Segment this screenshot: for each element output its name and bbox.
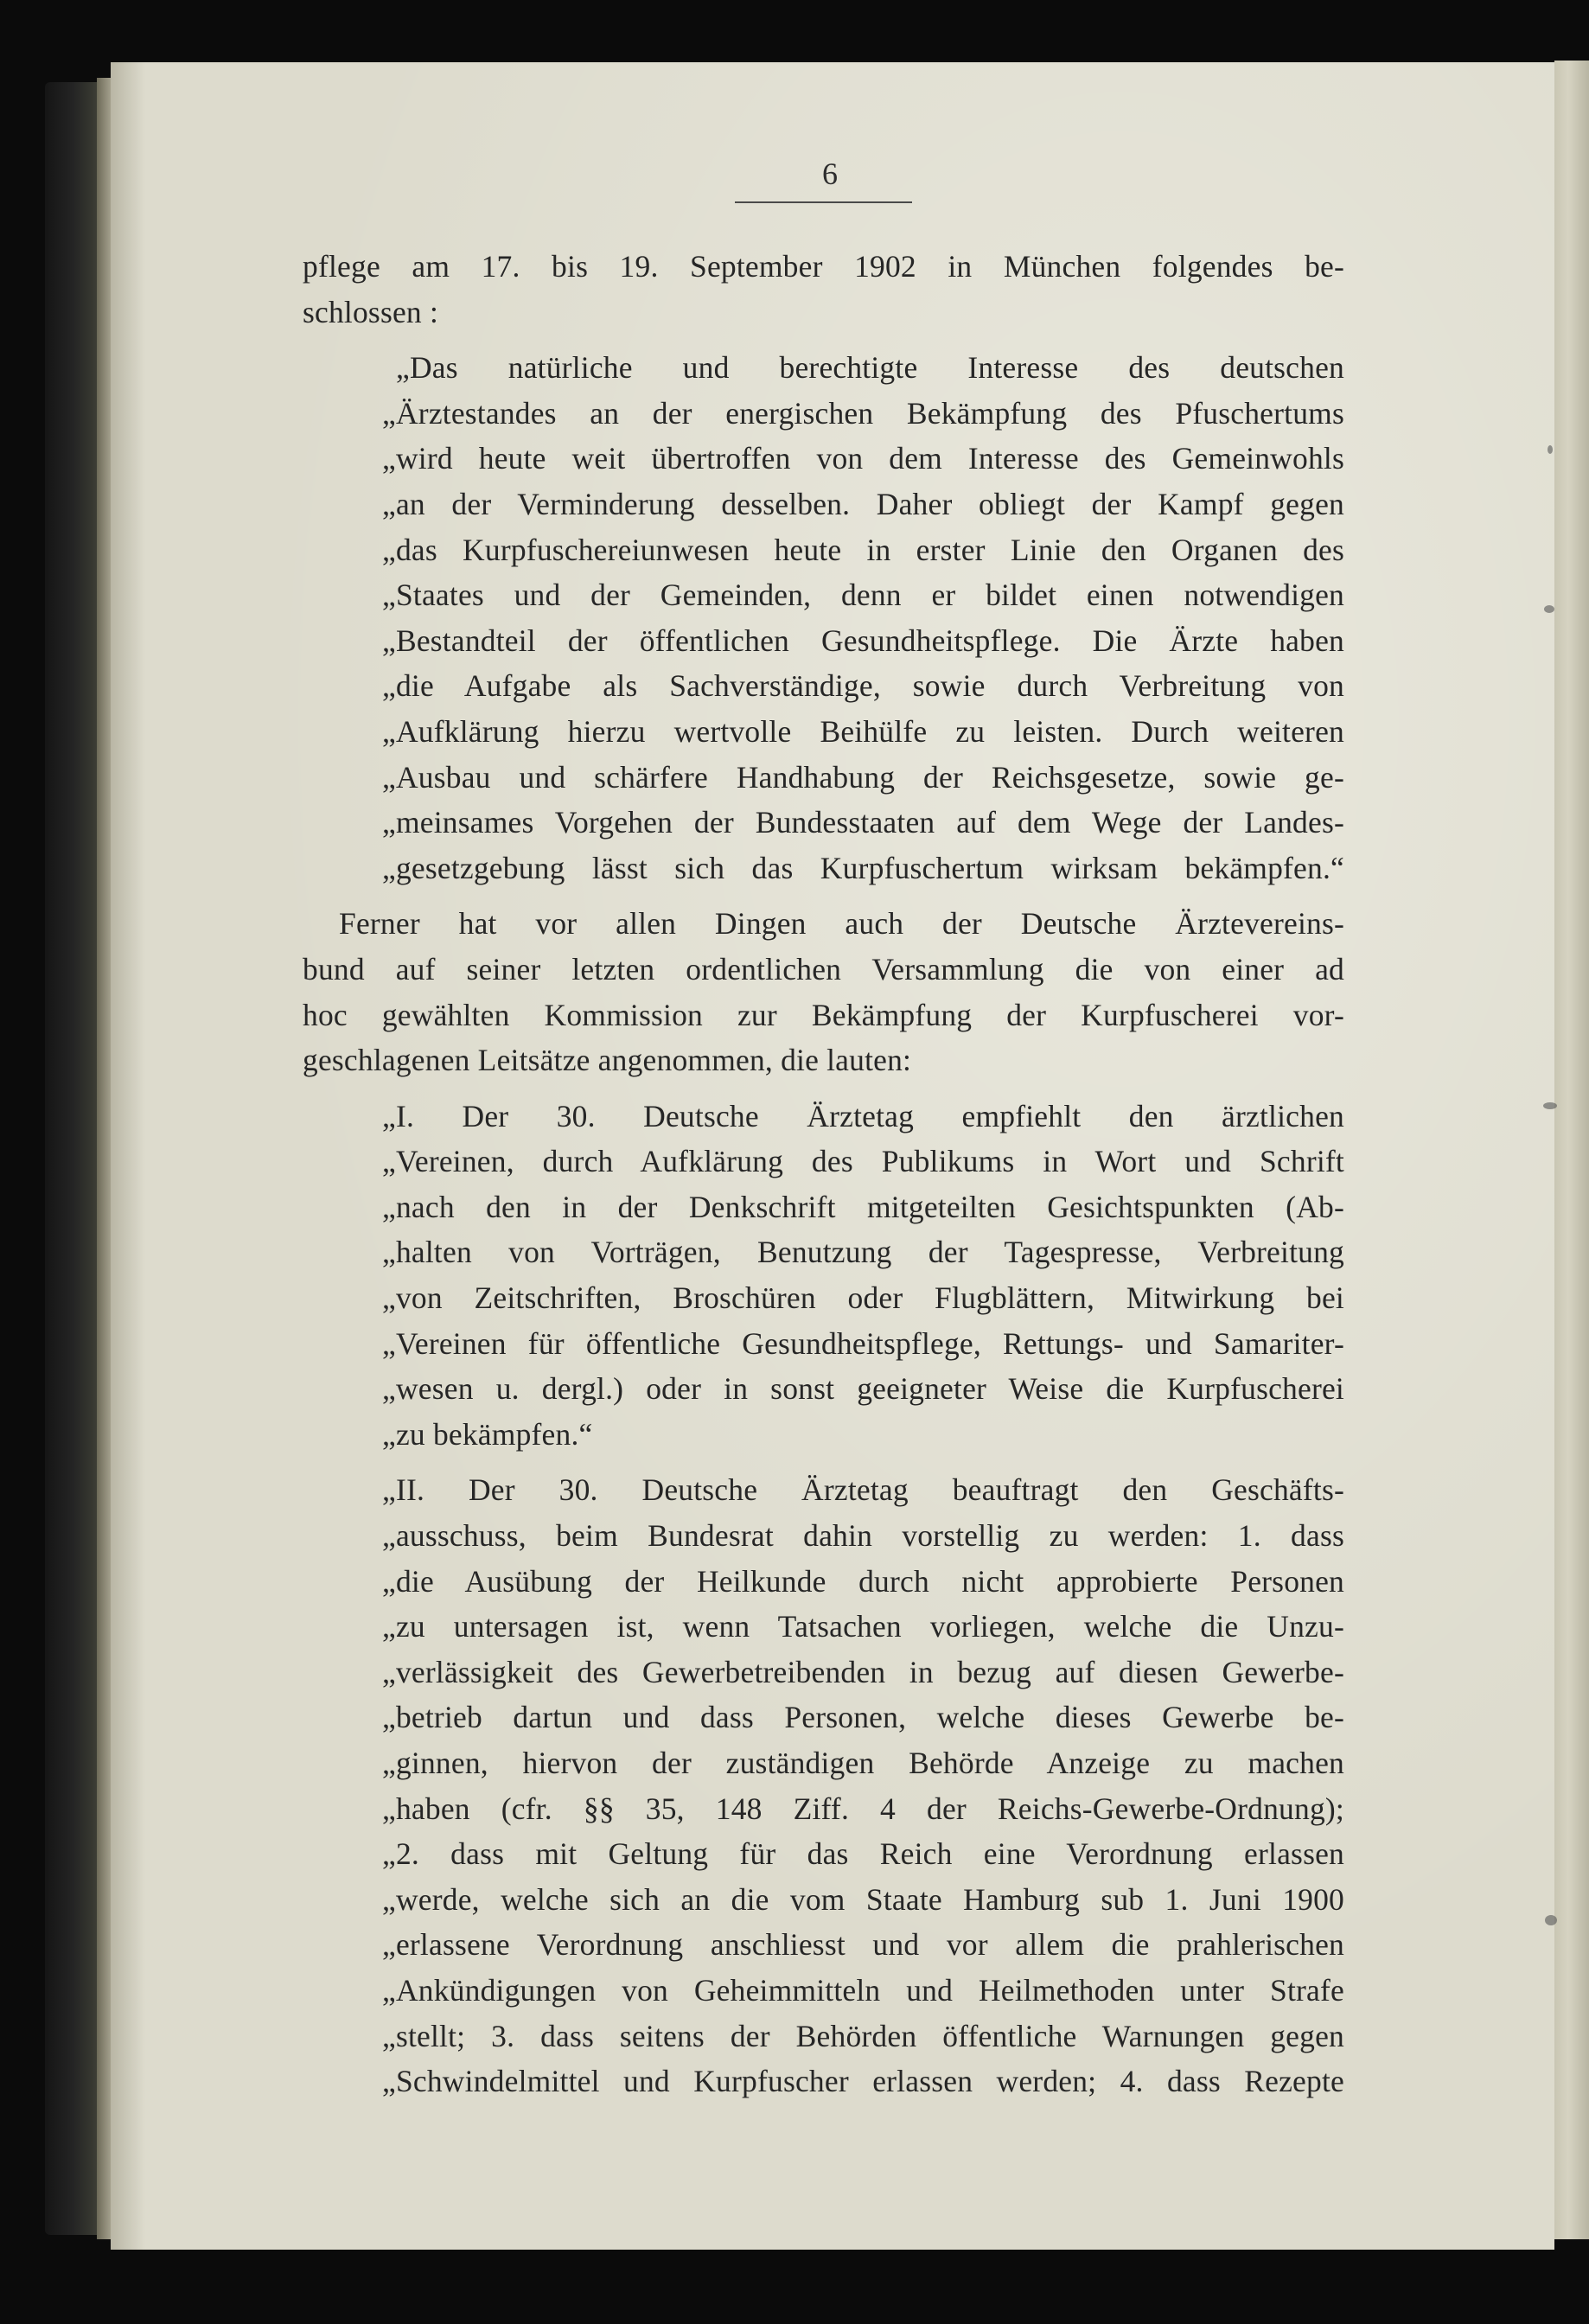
text-line: geschlagenen Leitsätze angenommen, die lauten: (303, 1043, 912, 1078)
page-body (303, 244, 1344, 2104)
text-line: „das Kurpfuschereiunwesen heute in erster Linie den Organen des (382, 532, 1344, 567)
text-line: „verlässigkeit des Gewerbetreibenden in bezug auf diesen Gewerbe- (382, 1654, 1344, 1689)
text-line: „Ankündigungen von Geheimmitteln und Heilmethoden unter Strafe (382, 1972, 1344, 2008)
text-line: bund auf seiner letzten ordentlichen Versammlung die von einer ad (303, 951, 1344, 986)
text-line: „wird heute weit übertroffen von dem Interesse des Gemeinwohls (382, 441, 1344, 476)
text-line: „Das natürliche und berechtigte Interesse des deutschen (396, 350, 1344, 386)
text-line: „haben (cfr. §§ 35, 148 Ziff. 4 der Reichs-Gewerbe-Ordnung); (382, 1791, 1344, 1826)
text-line: „Vereinen für öffentliche Gesundheitspflege, Rettungs- und Samariter- (382, 1325, 1344, 1361)
text-line: „Ärztestandes an der energischen Bekämpfung des Pfuschertums (382, 395, 1344, 431)
text-line: „werde, welche sich an die vom Staate Hamburg sub 1. Juni 1900 (382, 1881, 1344, 1917)
text-line: pflege am 17. bis 19. September 1902 in München folgendes be- (303, 249, 1344, 284)
paper-speck (1545, 1915, 1557, 1925)
text-line: „Ausbau und schärfere Handhabung der Reichsgesetze, sowie ge- (382, 759, 1344, 795)
paper-speck (1544, 605, 1554, 613)
header-rule (735, 201, 912, 203)
text-line: schlossen : (303, 294, 439, 329)
next-page-edge (1554, 61, 1589, 2239)
text-line: „Aufklärung hierzu wertvolle Beihülfe zu leisten. Durch weiteren (382, 713, 1344, 749)
text-line: „an der Verminderung desselben. Daher obliegt der Kampf gegen (382, 486, 1344, 521)
text-line: Ferner hat vor allen Dingen auch der Deutsche Ärztevereins- (339, 906, 1344, 942)
text-line: „die Ausübung der Heilkunde durch nicht approbierte Personen (382, 1563, 1344, 1599)
text-line: „betrieb dartun und dass Personen, welche dieses Gewerbe be- (382, 1700, 1344, 1735)
page-number: 6 (822, 156, 838, 191)
text-line: „zu bekämpfen.“ (382, 1416, 593, 1452)
text-line: „I. Der 30. Deutsche Ärztetag empfiehlt den ärztlichen (382, 1098, 1344, 1133)
text-line: „ginnen, hiervon der zuständigen Behörde Anzeige zu machen (382, 1746, 1344, 1780)
text-line: „gesetzgebung lässt sich das Kurpfuschertum wirksam bekämpfen.“ (382, 850, 1344, 885)
text-line: „2. dass mit Geltung für das Reich eine Verordnung erlassen (382, 1836, 1344, 1872)
text-line: „von Zeitschriften, Broschüren oder Flugblättern, Mitwirkung bei (382, 1280, 1344, 1316)
text-line: „nach den in der Denkschrift mitgeteilten Gesichtspunkten (Ab- (382, 1189, 1344, 1224)
text-line: „stellt; 3. dass seitens der Behörden öffentliche Warnungen gegen (382, 2018, 1344, 2053)
text-line: hoc gewählten Kommission zur Bekämpfung der Kurpfuscherei vor- (303, 997, 1344, 1032)
text-line: „meinsames Vorgehen der Bundesstaaten auf dem Wege der Landes- (382, 805, 1344, 840)
text-line: „wesen u. dergl.) oder in sonst geeigneter Weise die Kurpfuscherei (382, 1371, 1344, 1407)
text-line: „zu untersagen ist, wenn Tatsachen vorliegen, welche die Unzu- (382, 1609, 1344, 1644)
paper-speck (1548, 445, 1553, 454)
text-line: „erlassene Verordnung anschliesst und vor allem die prahlerischen (382, 1927, 1344, 1963)
text-line: „Vereinen, durch Aufklärung des Publikums in Wort und Schrift (382, 1144, 1344, 1179)
text-line: „Staates und der Gemeinden, denn er bildet einen notwendigen (382, 578, 1344, 613)
text-line: „II. Der 30. Deutsche Ärztetag beauftragt den Geschäfts- (382, 1472, 1344, 1508)
text-line: „die Aufgabe als Sachverständige, sowie durch Verbreitung von (382, 668, 1344, 704)
text-line: „halten von Vorträgen, Benutzung der Tagespresse, Verbreitung (382, 1235, 1344, 1270)
text-line: „Bestandteil der öffentlichen Gesundheitspflege. Die Ärzte haben (382, 622, 1344, 658)
text-line: „Schwindelmittel und Kurpfuscher erlassen werden; 4. dass Rezepte (382, 2064, 1344, 2099)
text-line: „ausschuss, beim Bundesrat dahin vorstellig zu werden: 1. dass (382, 1518, 1344, 1554)
paper-speck (1543, 1102, 1557, 1109)
